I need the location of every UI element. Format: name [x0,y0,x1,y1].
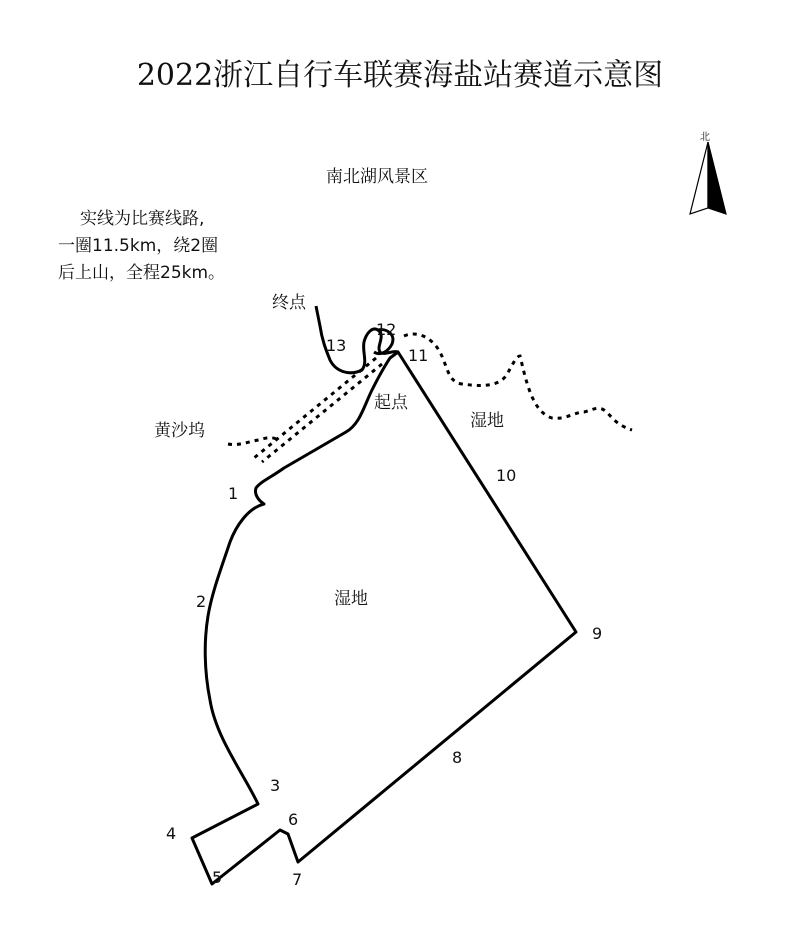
legend-line-2: 一圈11.5km，绕2圈 [58,236,219,256]
wetland-northeast-label: 湿地 [470,411,504,431]
checkpoint-3-label: 3 [270,776,281,795]
route-legend-note [58,206,225,287]
checkpoint-2-label: 2 [196,592,207,611]
compass-north-label: 北 [700,132,710,143]
wetland-center-label: 湿地 [334,589,368,609]
start-label: 起点 [374,393,408,413]
checkpoint-12-label: 12 [376,320,397,339]
north-lake-scenic-area-label: 南北湖风景区 [326,167,428,187]
checkpoint-13-label: 13 [326,336,347,355]
checkpoint-11-label: 11 [408,346,429,365]
legend-line-3: 后上山，全程25km。 [58,263,226,283]
checkpoint-4-label: 4 [166,824,177,843]
finish-label: 终点 [272,293,306,313]
checkpoint-8-label: 8 [452,748,463,767]
map-title: 2022浙江自行车联赛海盐站赛道示意图 [136,58,664,93]
checkpoint-1-label: 1 [228,484,239,503]
checkpoint-6-label: 6 [288,810,299,829]
checkpoint-9-label: 9 [592,624,603,643]
checkpoint-7-label: 7 [292,870,303,889]
legend-line-1: 实线为比赛线路, [80,209,205,229]
huangshawu-label: 黄沙坞 [154,421,205,441]
race-route-loop [192,352,576,884]
checkpoint-5-label: 5 [212,868,223,887]
checkpoint-10-label: 10 [496,466,517,485]
